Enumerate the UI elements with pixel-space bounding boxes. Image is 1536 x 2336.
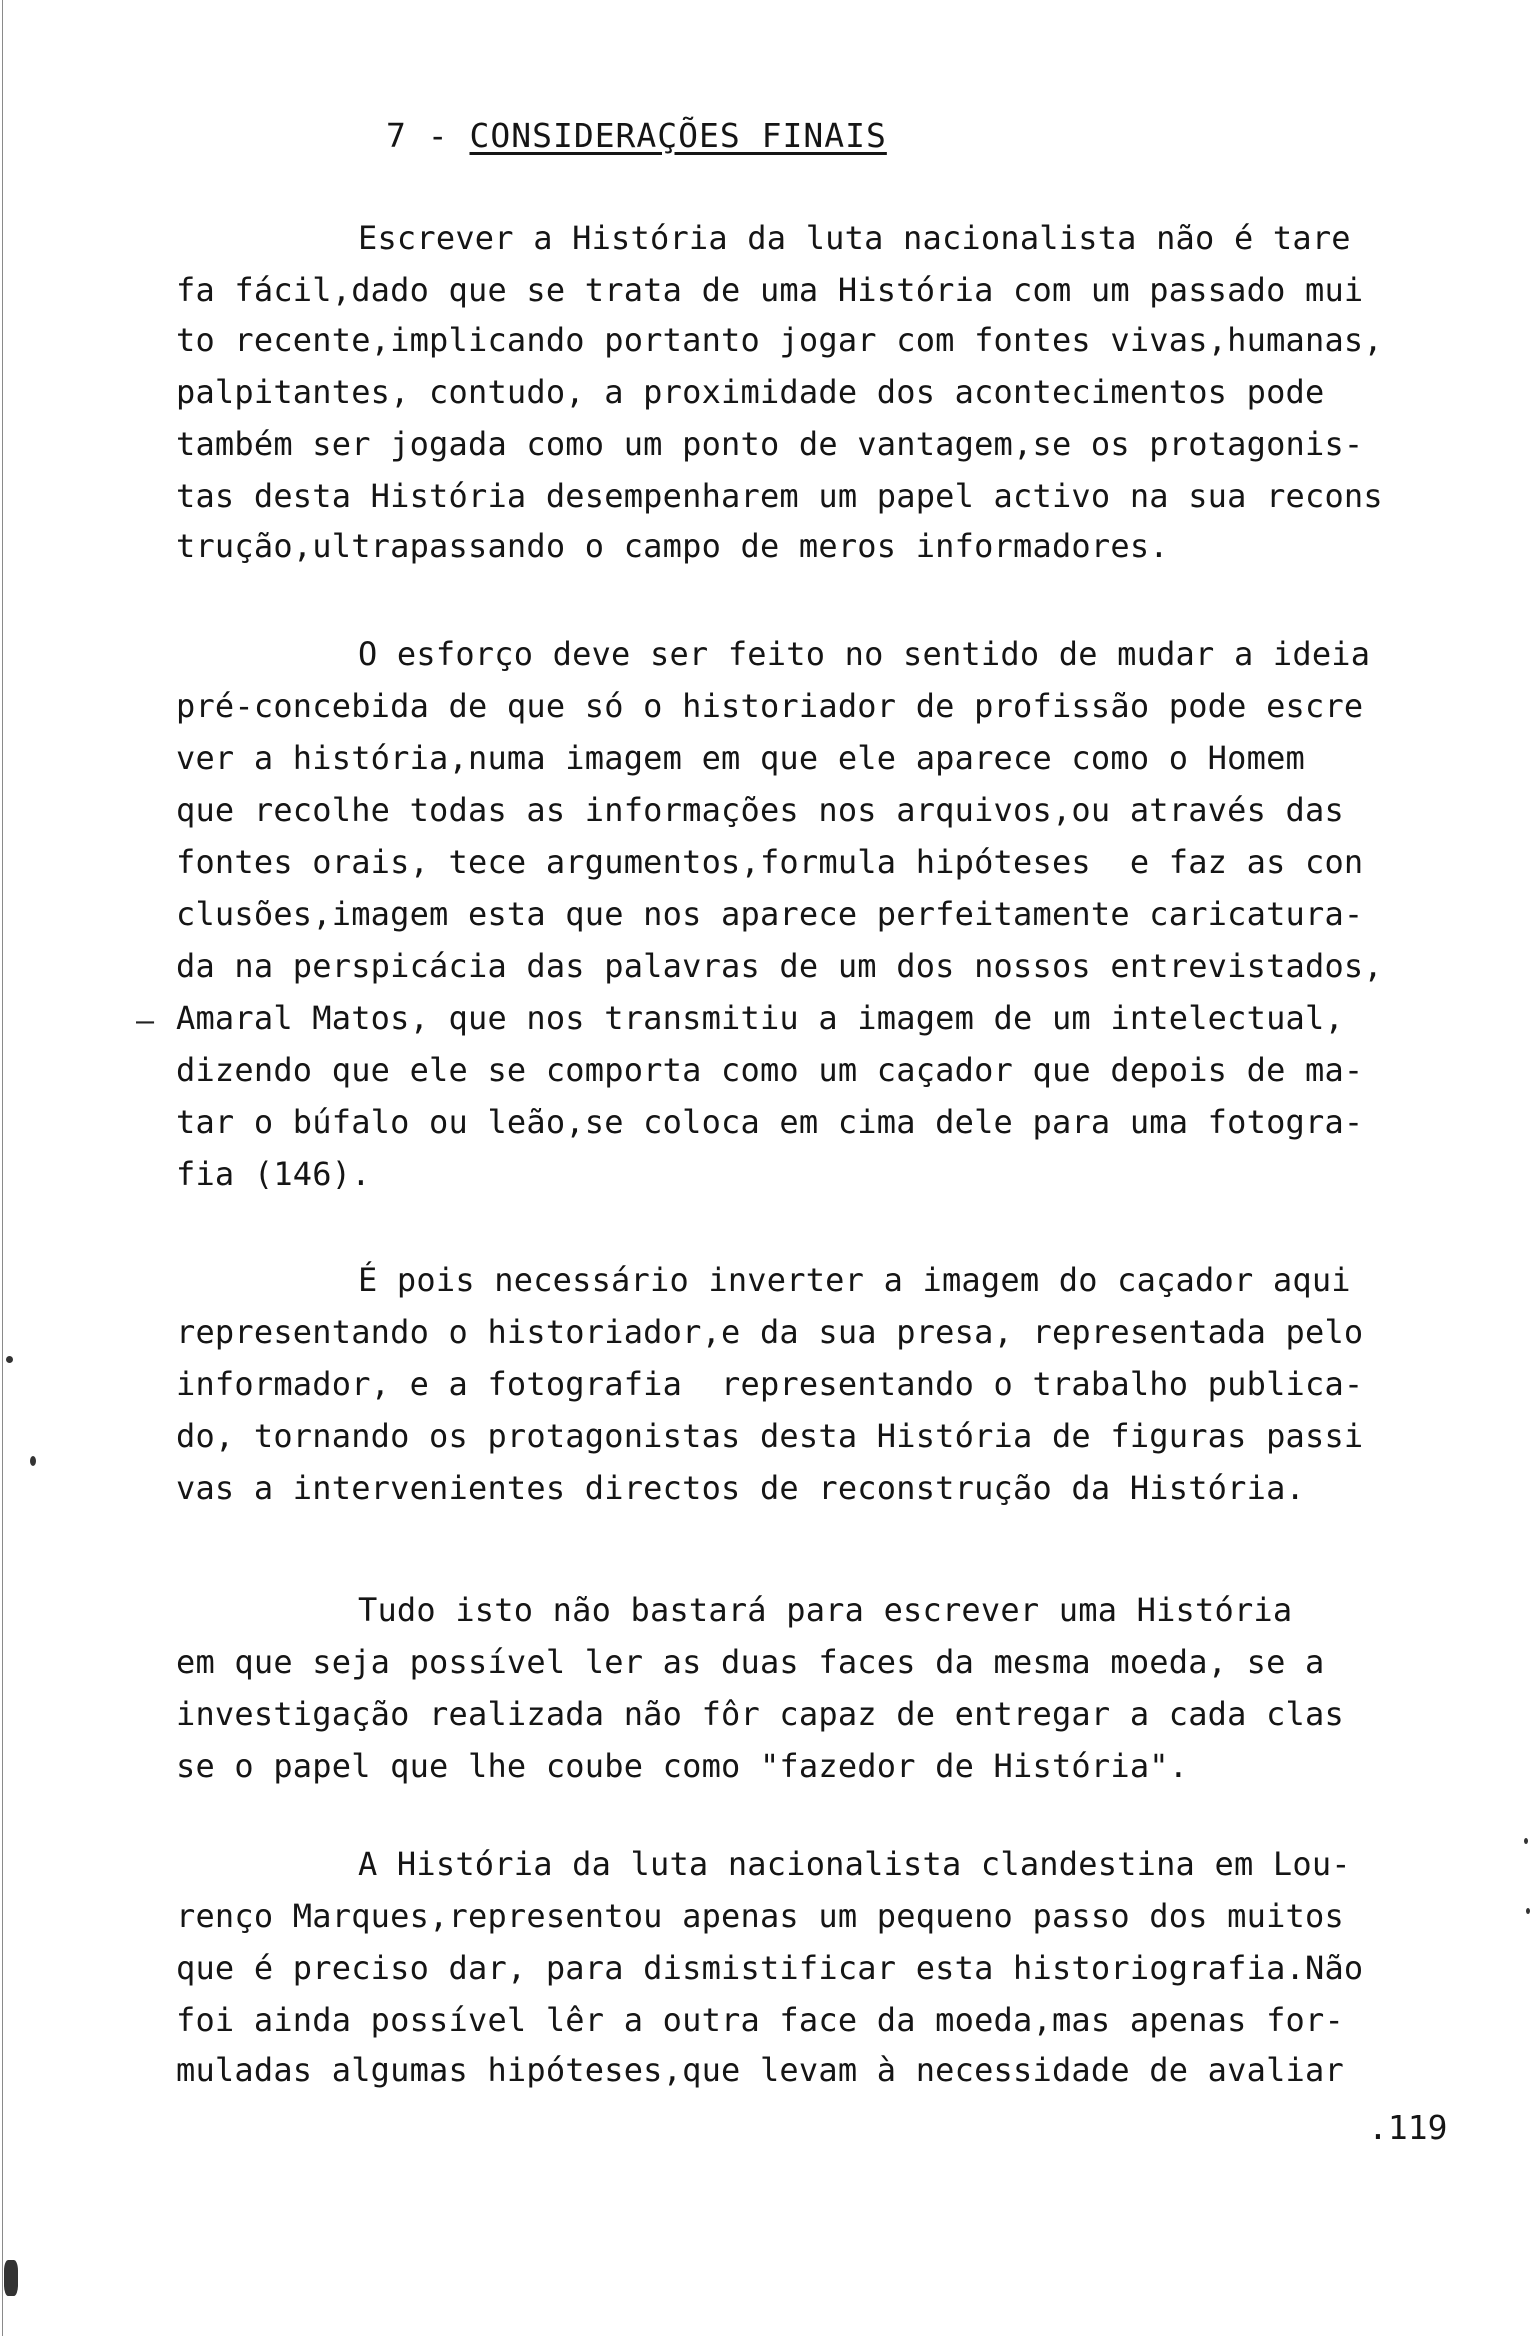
paragraph-2-line-10: tar o búfalo ou leão,se coloca em cima dele para uma fotogra- (176, 1103, 1364, 1141)
margin-speck (6, 1356, 13, 1363)
margin-speck (30, 1456, 36, 1466)
paragraph-2-line-9: dizendo que ele se comporta como um caçador que depois de ma- (176, 1051, 1364, 1089)
paragraph-3-line-2: representando o historiador,e da sua presa, representada pelo (176, 1313, 1364, 1351)
paragraph-2-line-5: fontes orais, tece argumentos,formula hipóteses e faz as con (176, 843, 1364, 881)
paragraph-3-line-4: do, tornando os protagonistas desta História de figuras passi (176, 1417, 1364, 1455)
margin-dash-mark: – (136, 1004, 155, 1039)
paragraph-3-line-3: informador, e a fotografia representando o trabalho publica- (176, 1365, 1364, 1403)
section-heading (386, 116, 887, 155)
paragraph-1-line-7: trução,ultrapassando o campo de meros informadores. (176, 527, 1169, 565)
paragraph-3-line-5: vas a intervenientes directos de reconstrução da História. (176, 1469, 1306, 1507)
paragraph-2-line-3: ver a história,numa imagem em que ele aparece como o Homem (176, 739, 1306, 777)
section-number: 7 - (386, 116, 449, 155)
paragraph-2-line-11: fia (146). (176, 1155, 371, 1193)
paragraph-4-line-1: Tudo isto não bastará para escrever uma História (358, 1591, 1293, 1629)
page-number: .119 (1368, 2108, 1448, 2147)
paragraph-1-line-3: to recente,implicando portanto jogar com fontes vivas,humanas, (176, 321, 1383, 359)
paragraph-1-line-5: também ser jogada como um ponto de vantagem,se os protagonis- (176, 425, 1364, 463)
paragraph-5-line-2: renço Marques,representou apenas um pequeno passo dos muitos (176, 1897, 1344, 1935)
paragraph-5-line-4: foi ainda possível lêr a outra face da moeda,mas apenas for- (176, 2001, 1344, 2039)
margin-speck (4, 2260, 18, 2296)
section-title: CONSIDERAÇÕES FINAIS (469, 116, 887, 155)
paragraph-4-line-4: se o papel que lhe coube como "fazedor de História". (176, 1747, 1189, 1785)
paragraph-1-line-4: palpitantes, contudo, a proximidade dos acontecimentos pode (176, 373, 1325, 411)
paragraph-2-line-4: que recolhe todas as informações nos arquivos,ou através das (176, 791, 1344, 829)
paragraph-2-line-6: clusões,imagem esta que nos aparece perfeitamente caricatura- (176, 895, 1364, 933)
page-edge-line (2, 0, 3, 2336)
paragraph-1-line-2: fa fácil,dado que se trata de uma História com um passado mui (176, 271, 1364, 309)
paragraph-4-line-2: em que seja possível ler as duas faces da mesma moeda, se a (176, 1643, 1325, 1681)
paragraph-1-line-1: Escrever a História da luta nacionalista não é tare (358, 219, 1351, 257)
paragraph-5-line-5: muladas algumas hipóteses,que levam à necessidade de avaliar (176, 2051, 1344, 2089)
paragraph-3-line-1: É pois necessário inverter a imagem do caçador aqui (358, 1261, 1351, 1299)
paragraph-4-line-3: investigação realizada não fôr capaz de entregar a cada clas (176, 1695, 1344, 1733)
paragraph-5-line-3: que é preciso dar, para dismistificar esta historiografia.Não (176, 1949, 1364, 1987)
margin-speck (1524, 1838, 1528, 1844)
margin-speck (1526, 1908, 1530, 1914)
paragraph-2-line-2: pré-concebida de que só o historiador de profissão pode escre (176, 687, 1364, 725)
paragraph-2-line-1: O esforço deve ser feito no sentido de mudar a ideia (358, 635, 1371, 673)
paragraph-2-line-7: da na perspicácia das palavras de um dos nossos entrevistados, (176, 947, 1383, 985)
paragraph-1-line-6: tas desta História desempenharem um papel activo na sua recons (176, 477, 1383, 515)
paragraph-5-line-1: A História da luta nacionalista clandestina em Lou- (358, 1845, 1351, 1883)
paragraph-2-line-8: Amaral Matos, que nos transmitiu a imagem de um intelectual, (176, 999, 1344, 1037)
